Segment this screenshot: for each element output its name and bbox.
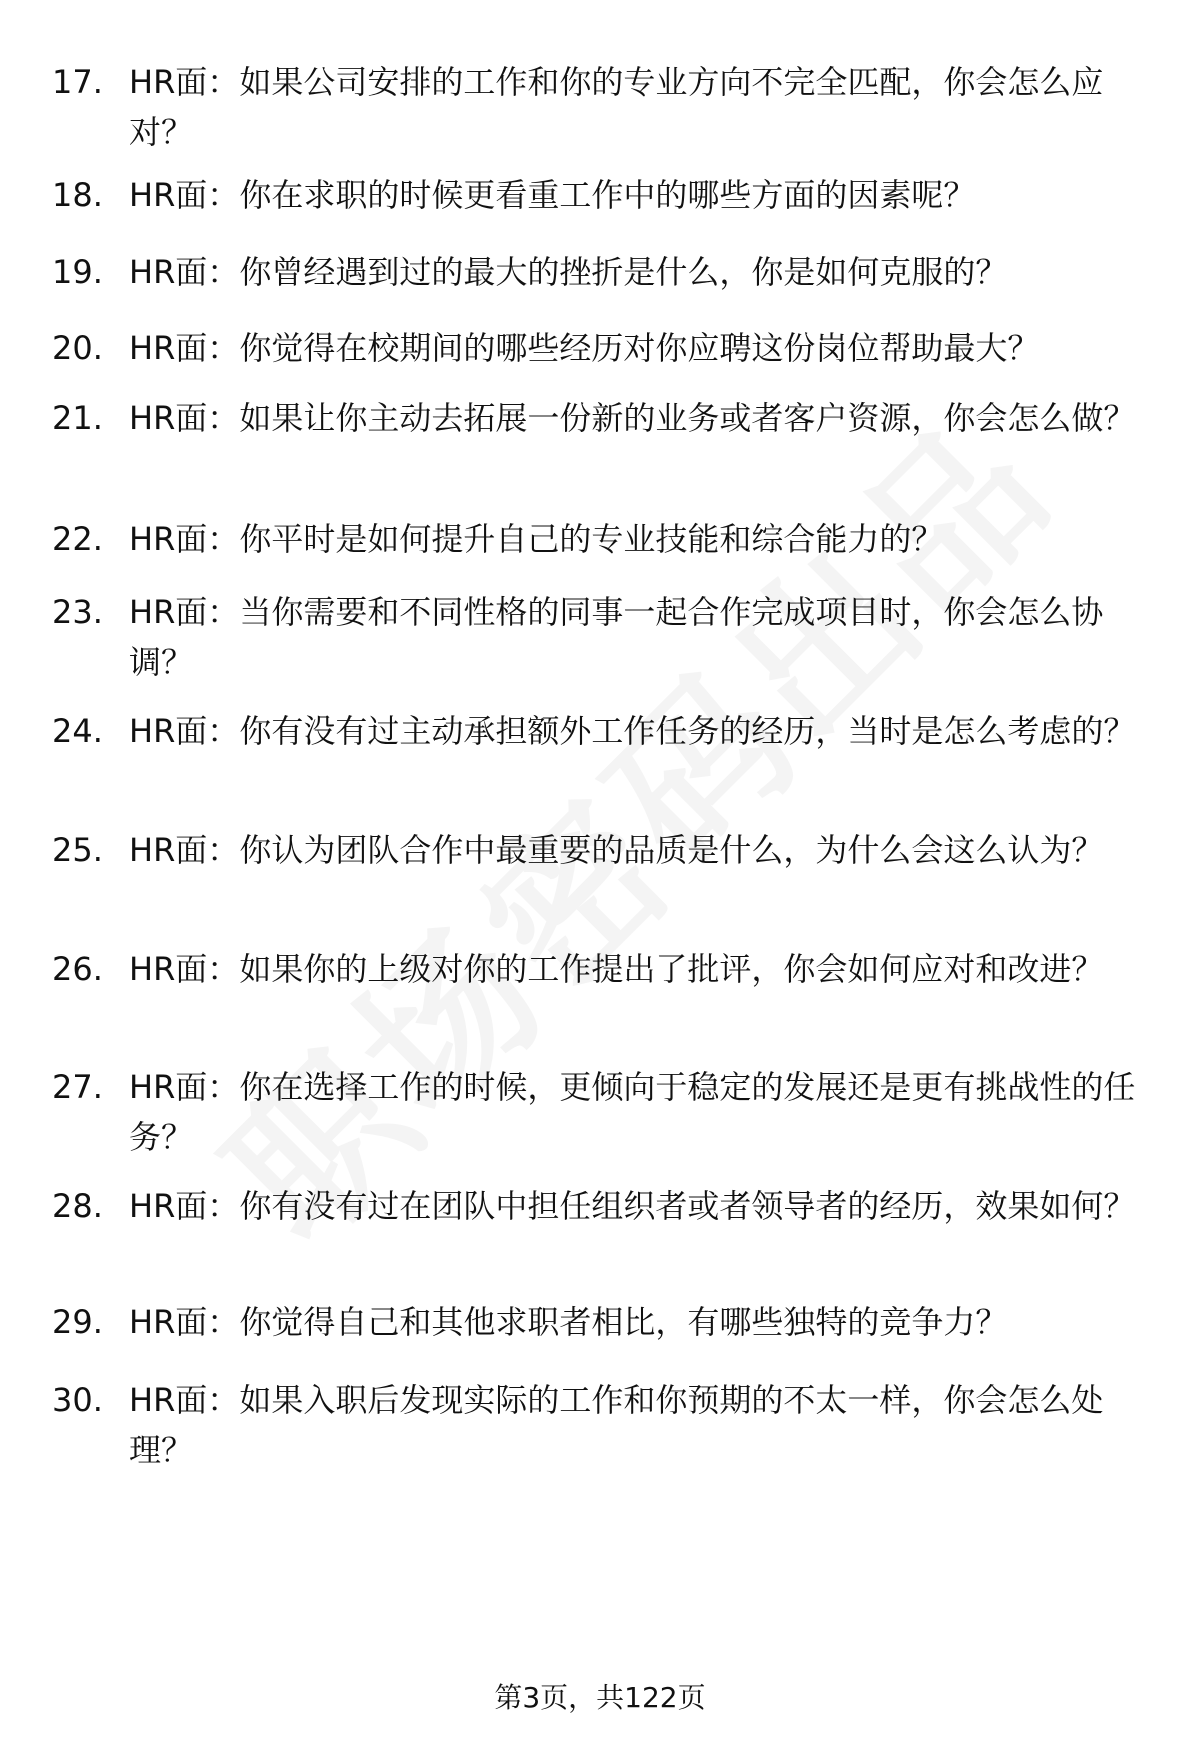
question-prefix: HR面：: [129, 253, 240, 291]
question-text: [129, 1375, 1149, 1475]
question-text: [129, 1181, 1149, 1231]
question-number: 18.: [52, 176, 103, 214]
question-body: 你觉得在校期间的哪些经历对你应聘这份岗位帮助最大？: [239, 329, 1040, 367]
question-text: [129, 944, 1149, 994]
question-body: 如果入职后发现实际的工作和你预期的不太一样，你会怎么处理？: [129, 1381, 1104, 1469]
question-body: 如果让你主动去拓展一份新的业务或者客户资源，你会怎么做？: [239, 399, 1136, 437]
question-number: 27.: [52, 1068, 103, 1106]
question-body: 你在求职的时候更看重工作中的哪些方面的因素呢？: [239, 176, 976, 214]
question-text: [129, 57, 1149, 157]
question-body: 你有没有过在团队中担任组织者或者领导者的经历，效果如何？: [239, 1187, 1136, 1225]
question-prefix: HR面：: [129, 1381, 240, 1419]
question-body: 如果你的上级对你的工作提出了批评，你会如何应对和改进？: [239, 950, 1104, 988]
question-body: 你平时是如何提升自己的专业技能和综合能力的？: [239, 520, 944, 558]
question-prefix: HR面：: [129, 520, 240, 558]
question-number: 23.: [52, 593, 103, 631]
question-prefix: HR面：: [129, 1187, 240, 1225]
question-number: 19.: [52, 253, 103, 291]
question-prefix: HR面：: [129, 831, 240, 869]
question-number: 17.: [52, 63, 103, 101]
question-body: 你有没有过主动承担额外工作任务的经历，当时是怎么考虑的？: [239, 712, 1136, 750]
question-text: [129, 514, 1149, 564]
question-prefix: HR面：: [129, 63, 240, 101]
question-text: [129, 1297, 1149, 1347]
question-text: [129, 170, 1149, 220]
question-number: 20.: [52, 329, 103, 367]
question-prefix: HR面：: [129, 399, 240, 437]
question-body: 当你需要和不同性格的同事一起合作完成项目时，你会怎么协调？: [129, 593, 1104, 681]
watermark: [128, 318, 1132, 1322]
question-number: 22.: [52, 520, 103, 558]
question-body: 你认为团队合作中最重要的品质是什么，为什么会这么认为？: [239, 831, 1104, 869]
question-text: [129, 825, 1149, 875]
question-prefix: HR面：: [129, 176, 240, 214]
question-number: 30.: [52, 1381, 103, 1419]
question-text: [129, 1062, 1149, 1162]
question-prefix: HR面：: [129, 593, 240, 631]
question-body: 如果公司安排的工作和你的专业方向不完全匹配，你会怎么应对？: [129, 63, 1104, 151]
question-text: [129, 247, 1149, 297]
question-text: [129, 393, 1149, 443]
question-body: 你曾经遇到过的最大的挫折是什么，你是如何克服的？: [239, 253, 1008, 291]
question-prefix: HR面：: [129, 329, 240, 367]
question-number: 28.: [52, 1187, 103, 1225]
question-prefix: HR面：: [129, 950, 240, 988]
question-number: 25.: [52, 831, 103, 869]
page-number-label: 第3页，共122页: [494, 1681, 706, 1714]
question-prefix: HR面：: [129, 1303, 240, 1341]
question-number: 24.: [52, 712, 103, 750]
question-body: 你觉得自己和其他求职者相比，有哪些独特的竞争力？: [239, 1303, 1008, 1341]
question-text: [129, 323, 1149, 373]
question-number: 26.: [52, 950, 103, 988]
question-prefix: HR面：: [129, 712, 240, 750]
question-prefix: HR面：: [129, 1068, 240, 1106]
question-text: [129, 706, 1149, 756]
question-number: 29.: [52, 1303, 103, 1341]
question-body: 你在选择工作的时候，更倾向于稳定的发展还是更有挑战性的任务？: [129, 1068, 1136, 1156]
question-number: 21.: [52, 399, 103, 437]
question-text: [129, 587, 1149, 687]
page-footer: [0, 1678, 1200, 1718]
